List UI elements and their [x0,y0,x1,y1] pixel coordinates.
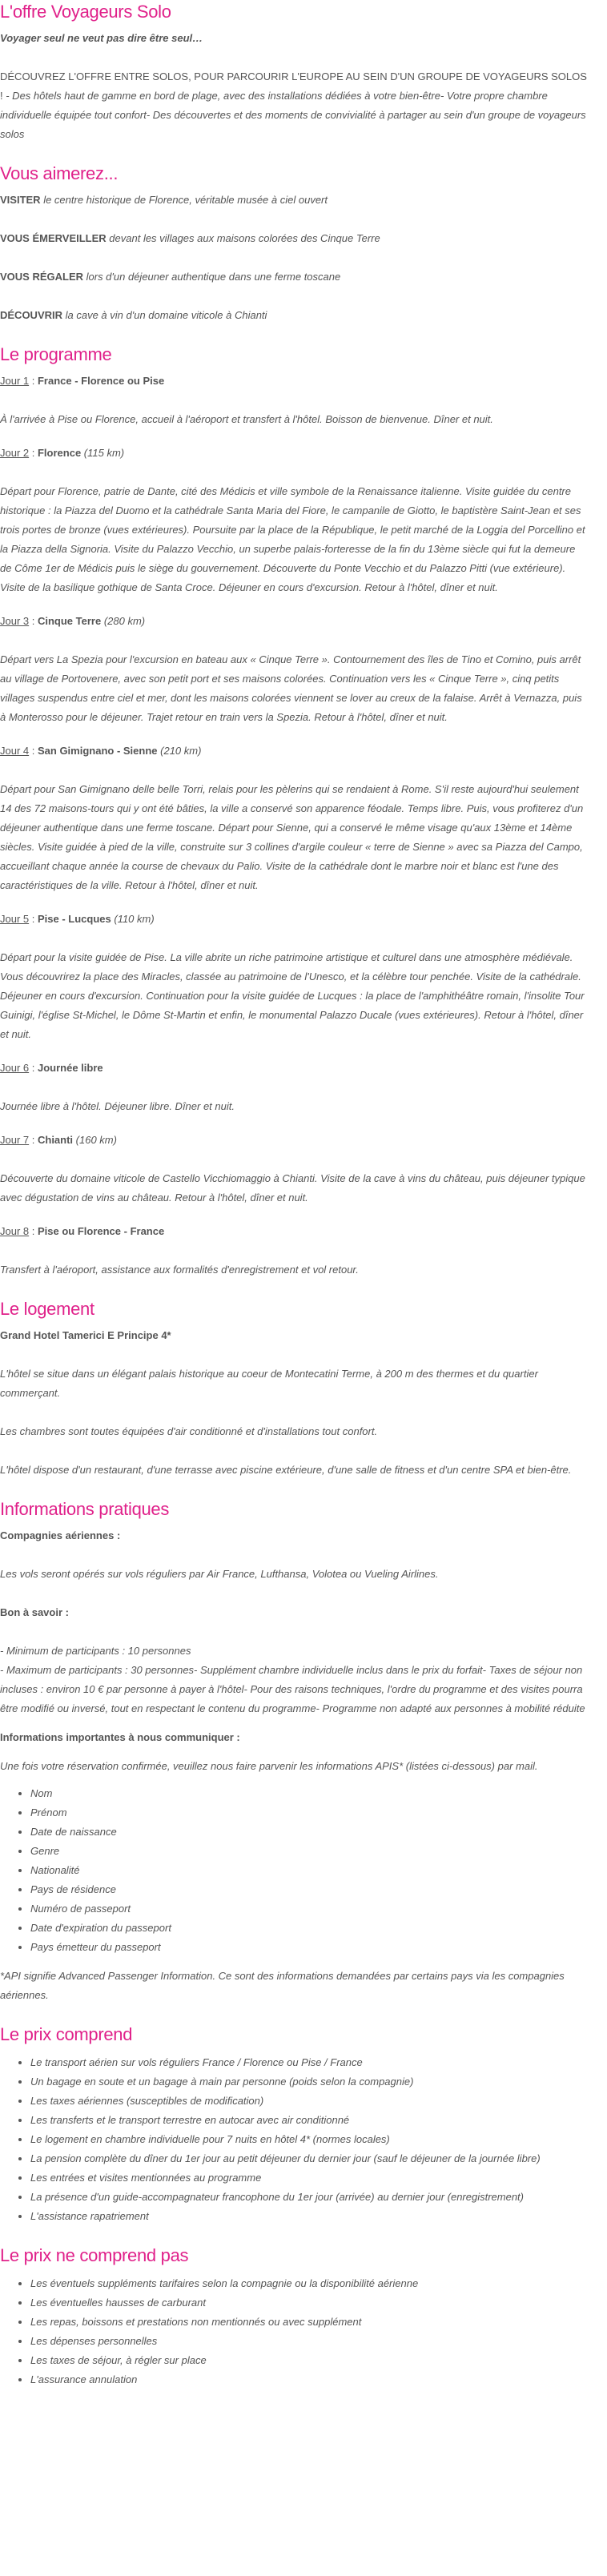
apis-list-item: • Nom [30,1784,588,1803]
aimerez-item [0,191,588,210]
day-label: Jour 2 [0,447,30,459]
excluded-item: • L'assurance annulation [30,2370,588,2389]
apis-list-item: • Numéro de passeport [30,1899,588,1919]
excluded-item: • Les éventuelles hausses de carburant [30,2293,588,2313]
day-title: Jour 1 : France - Florence ou Pise [0,375,165,387]
included-item: • Le transport aérien sur vols réguliers France / Florence ou Pise / France [30,2053,588,2072]
included-item: • Les taxes aériennes (susceptibles de modification) [30,2092,588,2111]
aimerez-text: la cave à vin d'un domaine viticole à Chianti [62,309,267,321]
section-heading-programme: Le programme [0,344,112,364]
excluded-item: • Les taxes de séjour, à régler sur place [30,2351,588,2370]
day-label: Jour 7 [0,1134,30,1146]
day-description: Départ pour la visite guidée de Pise. La ville abrite un riche patrimoine artistique et culturel dans une atmosphère médiévale. Vous découvrirez la place des Miracles, classée au patrimoine de l'Unesco, et la célèbre tour penchée. Visite de la cathédrale. Déjeuner en cours d'excursion. Continuation pour la visite guidée de Lucques : la place de l'amphithéâtre romain, l'insolite Tour Guinigi, l'église St-Michel, le Dôme St-Martin et enfin, le monumental Palazzo Ducale (vues extérieures). Retour à l'hôtel, dîner et nuit. [0,951,585,1040]
day-place: Florence [37,447,82,459]
included-item: • La présence d'un guide-accompagnateur francophone du 1er jour (arrivée) au dernier jour (enregistrement) [30,2188,588,2207]
day-title: Jour 2 : Florence (115 km) [0,447,125,459]
day-label: Jour 6 [0,1062,30,1074]
day-label: Jour 3 [0,615,30,627]
day-distance: (115 km) [83,447,125,459]
aimerez-item [0,306,588,325]
section-heading-infos: Informations pratiques [0,1499,170,1519]
day-place: San Gimignano - Sienne [37,745,158,757]
apis-list-item: • Pays émetteur du passeport [30,1938,588,1957]
communicate-label: Informations importantes à nous communiquer : [0,1731,240,1743]
airlines-text: Les vols seront opérés sur vols réguliers par Air France, Lufthansa, Volotea ou Vueling Airlines. [0,1568,439,1580]
day-description: Découverte du domaine viticole de Castello Vicchiomaggio à Chianti. Visite de la cave à vins du château, puis déjeuner typique avec dégustation de vins au château. Retour à l'hôtel, dîner et nuit. [0,1172,585,1204]
page-title: L'offre Voyageurs Solo [0,2,171,22]
aimerez-item [0,267,588,287]
day-distance: (280 km) [103,615,146,627]
comprend-list [0,2053,588,2226]
aimerez-item [0,229,588,248]
day-place: Journée libre [37,1062,103,1074]
aimerez-verb: VOUS RÉGALER [0,271,84,283]
apis-list-item: • Date d'expiration du passeport [30,1919,588,1938]
excluded-item: • Les dépenses personnelles [30,2332,588,2351]
included-item: • L'assistance rapatriement [30,2207,588,2226]
day-label: Jour 1 [0,375,30,387]
day-title: Jour 8 : Pise ou Florence - France [0,1225,165,1237]
excluded-item: • Les repas, boissons et prestations non mentionnés ou avec supplément [30,2313,588,2332]
section-heading-aimerez: Vous aimerez... [0,163,119,183]
day-place: Pise ou Florence - France [37,1225,165,1237]
included-item: • Les entrées et visites mentionnées au programme [30,2168,588,2188]
apis-list-item: • Nationalité [30,1861,588,1880]
day-description: Départ pour Florence, patrie de Dante, cité des Médicis et ville symbole de la Renaissance italienne. Visite guidée du centre historique : la Piazza del Duomo et la cathédrale Santa Maria del Fiore, le campanile de Giotto, le baptistère Saint-Jean et ses trois portes de bronze (vues extérieures). Poursuite par la place de la République, le petit marché de la Loggia del Porcellino et la Piazza della Signoria. Visite du Palazzo Vecchio, un superbe palais-forteresse de la fin du 13ème siècle qui fut la demeure de Côme 1er de Médicis puis le siège du gouvernement. Découverte du Ponte Vecchio et du Palazzo Pitti (vue extérieure). Visite de la basilique gothique de Santa Croce. Déjeuner en cours d'excursion. Retour à l'hôtel, dîner et nuit. [0,485,585,593]
section-heading-comprend: Le prix comprend [0,2024,133,2044]
communicate-text: Une fois votre réservation confirmée, veuillez nous faire parvenir les informations APIS* (listées ci-dessous) par mail. [0,1760,538,1772]
day-place: Pise - Lucques [37,913,111,925]
hotel-name: Grand Hotel Tamerici E Principe 4* [0,1329,171,1341]
included-item: • Un bagage en soute et un bagage à main par personne (poids selon la compagnie) [30,2072,588,2092]
aimerez-verb: VOUS ÉMERVEILLER [0,232,107,244]
section-heading-logement: Le logement [0,1299,94,1319]
day-description: Journée libre à l'hôtel. Déjeuner libre. Dîner et nuit. [0,1100,235,1112]
good-to-know-text: - Minimum de participants : 10 personnes - Maximum de participants : 30 personnes- Supplément chambre individuelle inclus dans le prix du forfait- Taxes de séjour non incluses : environ 10 € par personne à payer à l'hôtel- Pour des raisons techniques, l'ordre du programme et des visites pourra être modifié ou inversé, tout en respectant le contenu du programme- Programme non adapté aux personnes à mobilité réduite [0,1645,585,1714]
tagline: Voyager seul ne veut pas dire être seul… [0,32,203,44]
included-item: • La pension complète du dîner du 1er jour au petit déjeuner du dernier jour (sauf le déjeuner de la journée libre) [30,2149,588,2168]
apis-list-item: • Genre [30,1842,588,1861]
aimerez-verb: DÉCOUVRIR [0,309,63,321]
day-distance: (160 km) [75,1134,117,1146]
programme-days [0,372,588,1280]
apis-list-item: • Prénom [30,1803,588,1822]
day-title: Jour 3 : Cinque Terre (280 km) [0,615,146,627]
day-description: Départ vers La Spezia pour l'excursion en bateau aux « Cinque Terre ». Contournement des îles de Tino et Comino, puis arrêt au village de Portovenere, avec son petit port et ses maisons colorées. Continuation vers les « Cinque Terre », cinq petits villages suspendus entre ciel et mer, dont les maisons colorées viennent se lover au creux de la falaise. Arrêt à Vernazza, puis à Monterosso pour le déjeuner. Trajet retour en train vers la Spezia. Retour à l'hôtel, dîner et nuit. [0,653,582,723]
apis-list [0,1784,588,1957]
aimerez-text: le centre historique de Florence, véritable musée à ciel ouvert [40,194,328,206]
day-description: À l'arrivée à Pise ou Florence, accueil à l'aéroport et transfert à l'hôtel. Boisson de bienvenue. Dîner et nuit. [0,413,493,425]
aimerez-list [0,191,588,325]
day-title: Jour 7 : Chianti (160 km) [0,1134,117,1146]
intro-text: DÉCOUVREZ L'OFFRE ENTRE SOLOS, POUR PARCOURIR L'EUROPE AU SEIN D'UN GROUPE DE VOYAGEURS SOLOS ! - Des hôtels haut de gamme en bord de plage, avec des installations dédiées à votre bien-être- Votre propre chambre individuelle équipée tout confort- Des découvertes et des moments de convivialité à partager au sein d'un groupe de voyageurs solos [0,70,587,140]
aimerez-verb: VISITER [0,194,41,206]
excluded-item: • Les éventuels suppléments tarifaires selon la compagnie ou la disponibilité aérienne [30,2274,588,2293]
airlines-label: Compagnies aériennes : [0,1529,121,1541]
aimerez-text: devant les villages aux maisons colorées des Cinque Terre [106,232,380,244]
day-place: Cinque Terre [37,615,102,627]
day-distance: (210 km) [160,745,202,757]
good-to-know-label: Bon à savoir : [0,1606,69,1618]
day-label: Jour 5 [0,913,30,925]
logement-paragraph: Les chambres sont toutes équipées d'air conditionné et d'installations tout confort. [0,1425,378,1437]
day-title: Jour 5 : Pise - Lucques (110 km) [0,913,155,925]
apis-list-item: • Date de naissance [30,1822,588,1842]
day-title: Jour 4 : San Gimignano - Sienne (210 km) [0,745,202,757]
included-item: • Les transferts et le transport terrestre en autocar avec air conditionné [30,2111,588,2130]
ne-comprend-list [0,2274,588,2389]
section-heading-ne-comprend: Le prix ne comprend pas [0,2245,189,2265]
included-item: • Le logement en chambre individuelle pour 7 nuits en hôtel 4* (normes locales) [30,2130,588,2149]
day-description: Transfert à l'aéroport, assistance aux formalités d'enregistrement et vol retour. [0,1264,359,1276]
apis-list-item: • Pays de résidence [30,1880,588,1899]
day-place: France - Florence ou Pise [37,375,165,387]
aimerez-text: lors d'un déjeuner authentique dans une ferme toscane [83,271,341,283]
logement-paragraph: L'hôtel dispose d'un restaurant, d'une terrasse avec piscine extérieure, d'une salle de fitness et d'un centre SPA et bien-être. [0,1464,572,1476]
day-description: Départ pour San Gimignano delle belle Torri, relais pour les pèlerins qui se rendaient à Rome. S'il reste aujourd'hui seulement 14 des 72 maisons-tours qui y ont été bâties, la ville a conservé son apparence féodale. Temps libre. Puis, vous profiterez d'un déjeuner authentique dans une ferme toscane. Départ pour Sienne, qui a conservé le même visage qu'aux 13ème et 14ème siècles. Visite guidée à pied de la ville, construite sur 3 collines d'argile couleur « terre de Sienne » avec sa Piazza del Campo, accueillant chaque année la course de chevaux du Palio. Visite de la cathédrale dont le marbre noir et blanc est l'une des caractéristiques de la ville. Retour à l'hôtel, dîner et nuit. [0,783,584,891]
logement-paragraph: L'hôtel se situe dans un élégant palais historique au coeur de Montecatini Terme, à 200 m des thermes et du quartier commerçant. [0,1368,538,1399]
logement-paragraphs [0,1364,588,1480]
day-title: Jour 6 : Journée libre [0,1062,103,1074]
day-label: Jour 4 [0,745,30,757]
day-place: Chianti [37,1134,74,1146]
day-distance: (110 km) [114,913,155,925]
day-label: Jour 8 [0,1225,30,1237]
apis-note: *API signifie Advanced Passenger Information. Ce sont des informations demandées par certains pays via les compagnies aériennes. [0,1970,565,2001]
